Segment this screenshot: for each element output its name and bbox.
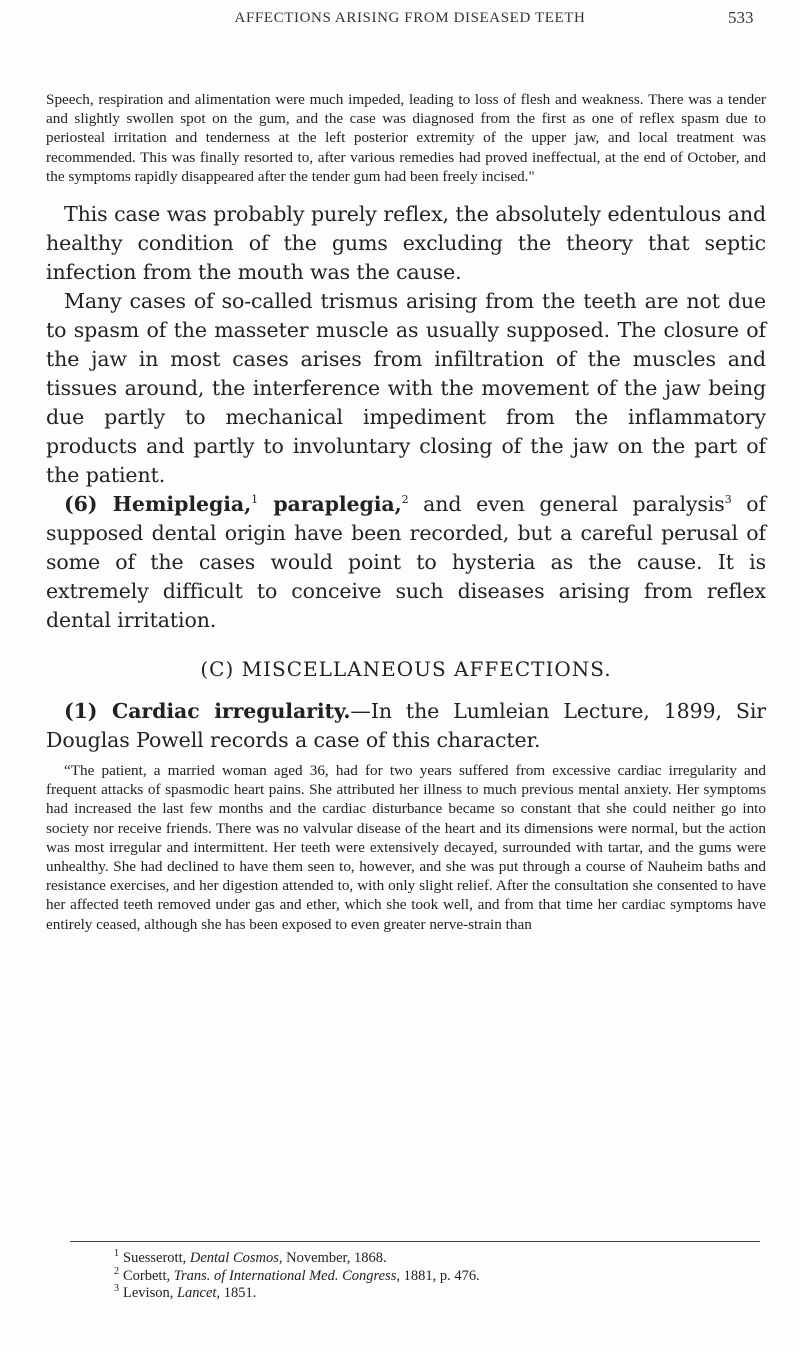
paragraph-paralysis-general: and even general paralysis	[408, 492, 725, 517]
footnote-source: Lancet,	[176, 1285, 221, 1301]
footnotes	[114, 1250, 754, 1303]
footnote-mark: 3	[114, 1283, 119, 1295]
paragraph-cardiac-rest: —In the Lumleian Lecture, 1899, Sir Douglas Powell records a case of this character.	[46, 699, 766, 753]
page-number: 533	[728, 8, 754, 27]
footnote-1	[114, 1250, 754, 1268]
footnote-detail: 1881, p. 476.	[403, 1267, 480, 1284]
body-text	[46, 90, 766, 934]
paragraph-paralysis-rest: of supposed dental origin have been recorded, but a careful perusal of some of the cases would point to hysteria as the cause. It is extremely difficult to conceive such diseases arising from reflex dental irritation.	[46, 492, 766, 633]
footnote-detail: 1851.	[223, 1285, 257, 1301]
footnote-mark: 1	[114, 1248, 119, 1260]
paragraph-trismus: Many cases of so-called trismus arising from the teeth are not due to spasm of the masseter muscle as usually supposed. The closure of the jaw in most cases arises from infiltration of the muscles and tissues around, the interference with the movement of the jaw being due partly to mechanical impediment from the inflammatory products and partly to involuntary closing of the jaw on the part of the patient.	[46, 289, 766, 488]
paragraph-paralysis-paraplegia: paraplegia,	[258, 492, 402, 517]
footnote-mark: 2	[114, 1265, 119, 1277]
footnote-source: Dental Cosmos,	[189, 1250, 283, 1266]
footnote-3	[114, 1285, 754, 1303]
footnote-ref-3: 3	[724, 493, 732, 507]
section-heading: (C) MISCELLANEOUS AFFECTIONS.	[200, 657, 612, 682]
footnote-ref-2: 2	[401, 493, 409, 507]
paragraph-cardiac-lead: (1) Cardiac irregularity.	[64, 699, 351, 724]
quotation-bottom: “The patient, a married woman aged 36, had for two years suffered from excessive cardiac irregularity and frequent attacks of spasmodic heart pains. She attributed her illness to much previous mental anxiety. Her symptoms had increased the last few months and the cardiac disturbance became so constant that she could neither go into society nor receive friends. There was no valvular disease of the heart and its dimensions were normal, but the action was most irregular and intermittent. Her teeth were extensively decayed, surrounded with tartar, and the gums were unhealthy. She had declined to have them seen to, however, and she was put through a course of Nauheim baths and resistance exercises, and her digestion attended to, with only slight relief. After the consultation she consented to have her affected teeth removed under gas and ether, which she took well, and from that time her cardiac symptoms have entirely ceased, although she has been exposed to even greater nerve-strain than	[46, 762, 766, 933]
footnote-author: Corbett,	[123, 1267, 171, 1284]
footnote-source: Trans. of International Med. Congress,	[173, 1267, 400, 1284]
footnote-ref-1: 1	[251, 493, 259, 507]
footnote-2	[114, 1265, 754, 1286]
running-title: AFFECTIONS ARISING FROM DISEASED TEETH	[234, 10, 586, 26]
paragraph-paralysis	[46, 490, 766, 635]
footnote-author: Suesserott,	[123, 1250, 187, 1266]
paragraph-reflex-case: This case was probably purely reflex, the absolutely edentulous and healthy condition of the gums excluding the theory that septic infection from the mouth was the cause.	[46, 202, 766, 285]
paragraph-paralysis-lead: (6) Hemiplegia,	[64, 492, 252, 517]
quotation-top: Speech, respiration and alimentation were much impeded, leading to loss of flesh and weakness. There was a tender and slightly swollen spot on the gum, and the case was diagnosed from the first as one of reflex spasm due to periosteal irritation and tenderness at the left posterior extremity of the upper jaw, and local treatment was recommended. This was finally resorted to, after various remedies had proved ineffectual, at the end of October, and the symptoms rapidly disappeared after the tender gum had been freely incised."	[46, 91, 766, 185]
paragraph-cardiac	[46, 697, 766, 755]
footnote-author: Levison,	[123, 1285, 174, 1301]
footnote-divider	[70, 1241, 760, 1242]
footnote-detail: November, 1868.	[286, 1250, 387, 1266]
